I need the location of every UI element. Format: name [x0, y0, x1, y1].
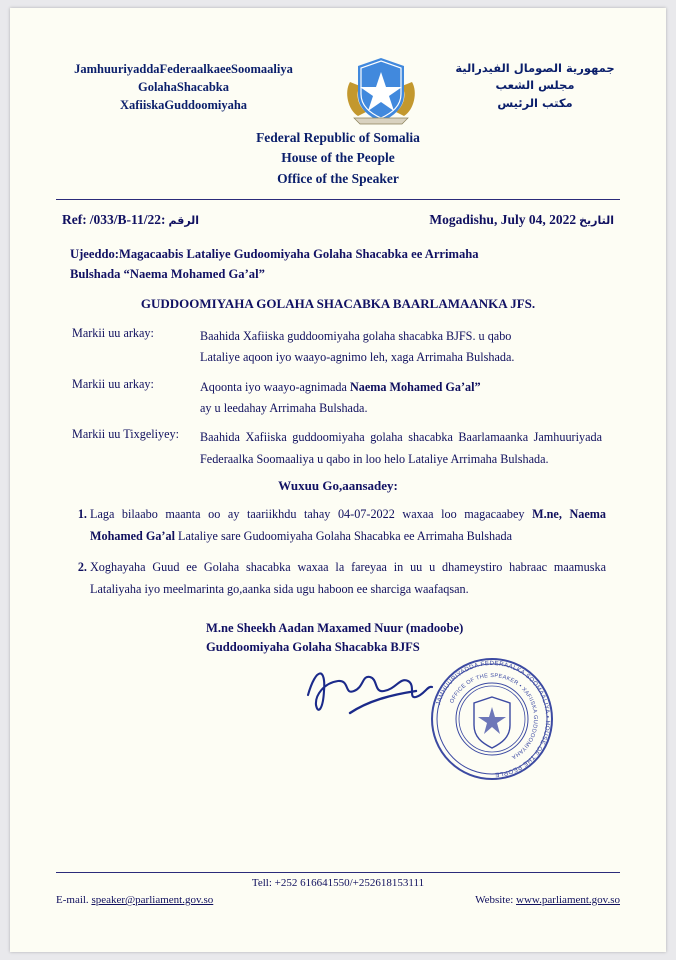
- item-1-appointee-name: M.ne, Naema Mohamed Ga’al: [90, 507, 606, 544]
- document-sheet: [10, 8, 666, 952]
- item-1-post: Lataliye sare Gudoomiyaha Golaha Shacabka ee Arrimaha Bulshada: [174, 529, 513, 544]
- footer-website-group: [475, 894, 620, 906]
- clause-2: [72, 377, 602, 420]
- clause-1-lead: Markii uu arkay:: [72, 326, 154, 341]
- handwritten-signature-icon: [304, 661, 434, 721]
- clause-1-body: [200, 326, 602, 369]
- letterhead-somali-line-1: JamhuuriyaddaFederaalkaeeSoomaaliya: [74, 62, 293, 76]
- clause-2-lead: Markii uu arkay:: [72, 376, 154, 391]
- footer: [56, 872, 620, 906]
- clause-1-body-line-1: Baahida Xafiiska guddoomiyaha golaha shacabka BJFS. u qabo: [200, 329, 512, 344]
- whereas-clauses: [56, 326, 620, 470]
- header-divider: [56, 199, 620, 200]
- official-round-stamp-icon: [426, 653, 558, 785]
- decision-list: [56, 504, 620, 601]
- subject-line-1: Ujeeddo:Magacaabis Lataliye Gudoomiyaha Golaha Shacabka ee Arrimaha: [70, 246, 479, 261]
- letterhead-arabic-line-2: مجلس الشعب: [495, 78, 575, 93]
- clause-1: [72, 326, 602, 369]
- letterhead-somali-line-2: GolahaShacabka: [137, 80, 229, 95]
- letterhead-arabic-line-1: جمهورية الصومال الفيدرالية: [455, 61, 615, 75]
- item-2-text: Xoghayaha Guud ee Golaha shacabka waxaa la fareyaa in uu u dhameystiro habraac maamuska Lataliyaha iyo meelmarinta go,aanka sida ugu haboon ee sharciga waafaqsan.: [90, 560, 606, 596]
- clause-2-appointee-name: Naema Mohamed Ga’al”: [349, 379, 481, 394]
- ref-label: Ref:: [62, 211, 87, 227]
- letterhead: [56, 52, 620, 126]
- letterhead-arabic-line-3: مكتب الرئيس: [497, 95, 573, 110]
- letterhead-arabic: [450, 52, 620, 112]
- ref-value: /033/B-11/22:: [89, 211, 166, 227]
- letterhead-somali-line-3: XafiiskaGuddoomiyaha: [119, 98, 248, 113]
- letterhead-english: [56, 128, 620, 189]
- place-date: Mogadishu, July 04, 2022: [429, 211, 577, 227]
- signatory-name: M.ne Sheekh Aadan Maxamed Nuur (madoobe): [206, 620, 464, 635]
- ref-label-arabic: الرقم: [168, 213, 200, 227]
- svg-text:JAMHUURIYADDA FEDERAALKA SOOMA: JAMHUURIYADDA FEDERAALKA SOOMAALIYA • HOUSE OF THE PEOPLE: [434, 659, 552, 778]
- clause-3-body: Baahida Xafiiska guddoomiyaha golaha shacabka Baarlamaanka Jamhuuriyada Federaalka Soomaaliya u qabo in loo helo Lataliye Arrimaha Bulshada.: [200, 430, 602, 466]
- footer-phone: Tell: +252 616641550/+252618153111: [56, 872, 620, 889]
- list-item: [90, 557, 620, 601]
- clause-2-body-line-1: Aqoonta iyo waayo-agnimada: [200, 379, 350, 394]
- footer-website-label: Website:: [475, 894, 514, 906]
- signature-area: [56, 657, 620, 789]
- letterhead-somali: [56, 52, 311, 114]
- clause-1-body-line-2: Lataliye aqoon iyo waayo-agnimo leh, xaga Arrimaha Bulshada.: [200, 350, 515, 365]
- signatory-title: Guddoomiyaha Golaha Shacabka BJFS: [206, 639, 420, 654]
- clause-2-body: [200, 377, 602, 420]
- date-label-arabic: التاريخ: [579, 213, 614, 227]
- letterhead-english-line-1: Federal Republic of Somalia: [256, 130, 420, 145]
- footer-website-link[interactable]: www.parliament.gov.so: [516, 894, 620, 906]
- addressee: GUDDOOMIYAHA GOLAHA SHACABKA BAARLAMAANKA JFS.: [140, 296, 536, 312]
- reference-line: [56, 212, 620, 228]
- footer-email-link[interactable]: speaker@parliament.gov.so: [91, 894, 214, 906]
- footer-email-group: [56, 894, 213, 906]
- letterhead-english-line-2: House of the People: [281, 150, 395, 166]
- item-1-pre: Laga bilaabo maanta oo ay taariikhdu tahay 04-07-2022 waxaa loo magacaabey: [90, 507, 533, 522]
- clause-3-lead: Markii uu Tixgeliyey:: [72, 427, 179, 442]
- svg-text:OFFICE OF THE SPEAKER • XAFIIS: OFFICE OF THE SPEAKER • XAFIISKA GUDDOOMIYAHA: [449, 672, 539, 760]
- clause-2-body-line-2: ay u leedahay Arrimaha Bulshada.: [200, 401, 368, 416]
- document-page: [10, 8, 666, 952]
- letterhead-english-line-3: Office of the Speaker: [277, 170, 399, 186]
- decision-heading: Wuxuu Go,aansadey:: [278, 478, 398, 494]
- footer-email-label: E-mail.: [56, 894, 89, 906]
- list-item: [90, 504, 620, 548]
- somalia-coat-of-arms-icon: [342, 52, 420, 126]
- clause-3: [72, 427, 602, 470]
- subject-line-2: Bulshada “Naema Mohamed Ga’al”: [70, 266, 265, 281]
- subject-block: [56, 244, 620, 284]
- signature-block: [56, 619, 620, 657]
